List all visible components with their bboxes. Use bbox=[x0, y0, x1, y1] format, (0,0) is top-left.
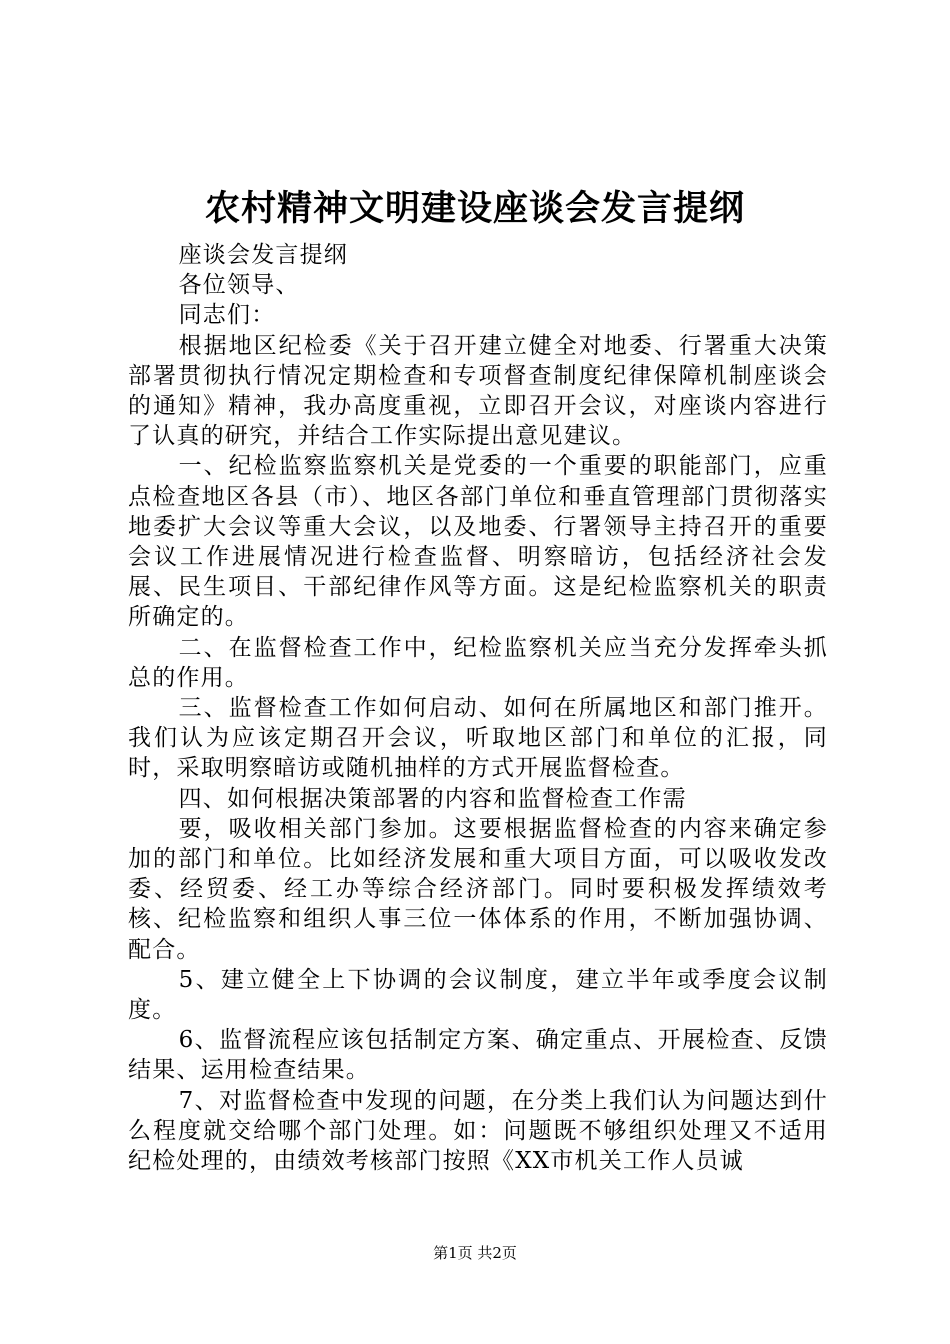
paragraph-subtitle: 座谈会发言提纲 bbox=[178, 242, 348, 268]
paragraph-point-1: 一、纪检监察监察机关是党委的一个重要的职能部门，应重点检查地区各县（市）、地区各部门单位和垂直管理部门贯彻落实地委扩大会议等重大会议，以及地委、行署领导主持召开的重要会议工作进展情况进行检查监督、明察暗访，包括经济社会发展、民生项目、干部纪律作风等方面。这是纪检监察机关的职责所确定的。 bbox=[128, 453, 828, 631]
paragraph-point-4-heading: 四、如何根据决策部署的内容和监督检查工作需 bbox=[178, 785, 687, 812]
paragraph-point-5: 5、建立健全上下协调的会议制度，建立半年或季度会议制度。 bbox=[128, 966, 828, 1024]
paragraph-point-3: 三、监督检查工作如何启动、如何在所属地区和部门推开。我们认为应该定期召开会议，听取地区部门和单位的汇报，同时，采取明察暗访或随机抽样的方式开展监督检查。 bbox=[128, 695, 828, 782]
paragraph-greeting-comrades: 同志们： bbox=[178, 302, 276, 329]
paragraph-intro: 根据地区纪检委《关于召开建立健全对地委、行署重大决策部署贯彻执行情况定期检查和专项督查制度纪律保障机制座谈会的通知》精神，我办高度重视，立即召开会议，对座谈内容进行了认真的研究，并结合工作实际提出意见建议。 bbox=[128, 332, 828, 450]
paragraph-point-2: 二、在监督检查工作中，纪检监察机关应当充分发挥牵头抓总的作用。 bbox=[128, 634, 828, 691]
paragraph-point-7: 7、对监督检查中发现的问题，在分类上我们认为问题达到什么程度就交给哪个部门处理。如：问题既不够组织处理又不适用纪检处理的，由绩效考核部门按照《XX市机关工作人员诚 bbox=[128, 1087, 828, 1175]
document-body bbox=[128, 240, 828, 1176]
page-number-footer: 第1页 共2页 bbox=[433, 1244, 517, 1262]
paragraph-point-6: 6、监督流程应该包括制定方案、确定重点、开展检查、反馈结果、运用检查结果。 bbox=[128, 1027, 828, 1084]
paragraph-greeting-leaders: 各位领导、 bbox=[178, 272, 300, 299]
paragraph-point-4-body: 要，吸收相关部门参加。这要根据监督检查的内容来确定参加的部门和单位。比如经济发展和重大项目方面，可以吸收发改委、经贸委、经工办等综合经济部门。同时要积极发挥绩效考核、纪检监察和组织人事三位一体体系的作用，不断加强协调、配合。 bbox=[128, 815, 828, 963]
document-title: 农村精神文明建设座谈会发言提纲 bbox=[204, 188, 745, 229]
